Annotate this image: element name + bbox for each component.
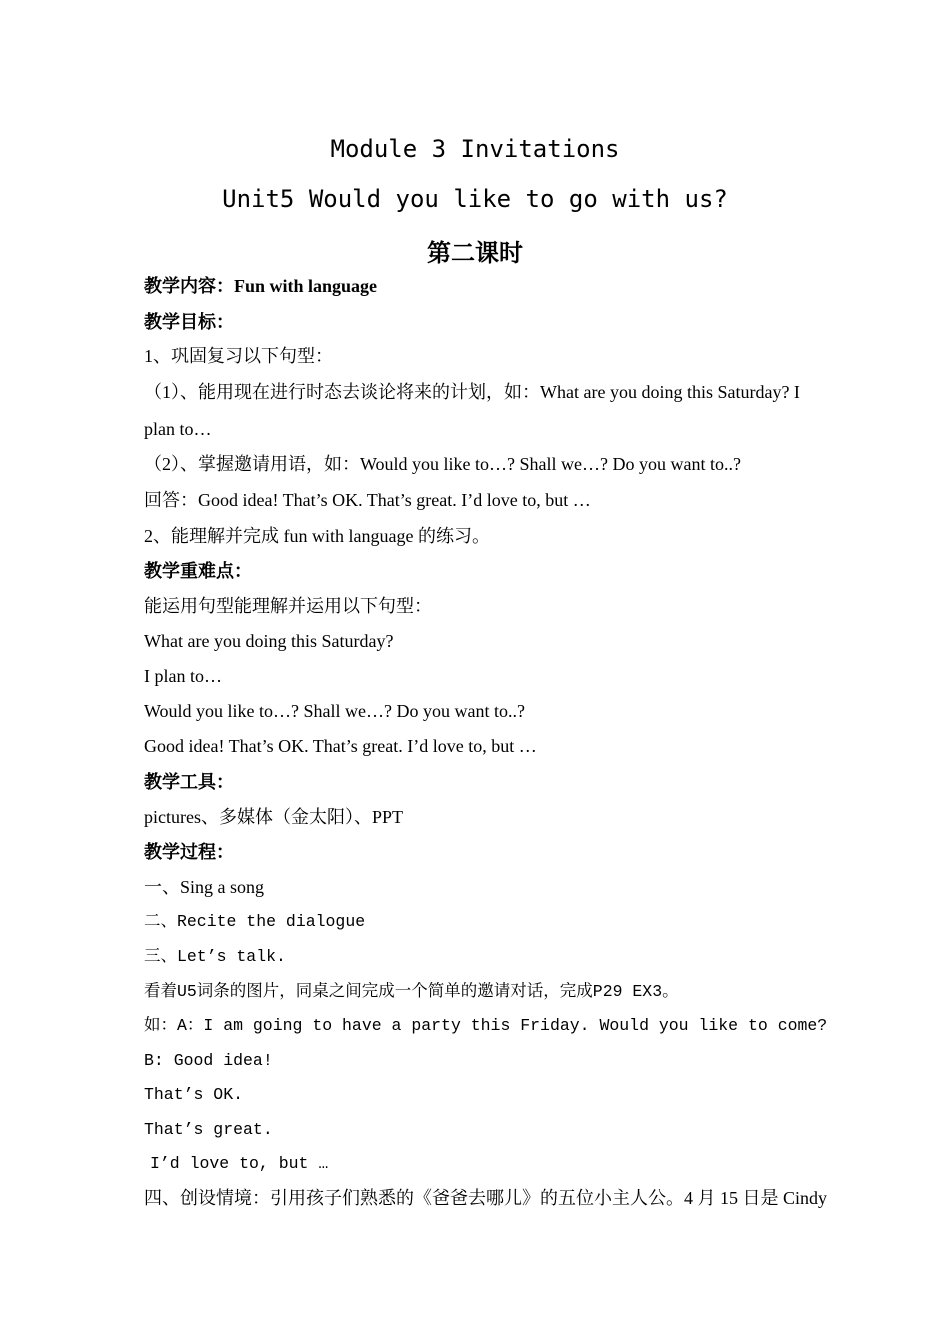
step-2: 二、Recite the dialogue [144, 912, 366, 931]
dialogue-reply-1: That’s OK. [144, 1085, 244, 1104]
step-3: 三、Let’s talk. [144, 947, 286, 966]
dialogue-a: 如：A：I am going to have a party this Friday. Would you like to come? [144, 1016, 828, 1035]
key-sentence-3: Would you like to…? Shall we…? Do you want to..? [144, 701, 525, 721]
key-sentence-4: Good idea! That’s OK. That’s great. I’d love to, but … [144, 736, 537, 756]
dialogue-reply-2: That’s great. [144, 1120, 273, 1139]
key-sentence-1: What are you doing this Saturday? [144, 631, 394, 651]
dialogue-reply-3: I’d love to, but … [150, 1154, 329, 1173]
module-title: Module 3 Invitations [330, 135, 620, 163]
key-sentence-2: I plan to… [144, 666, 222, 686]
objective-1-1: （1）、能用现在进行时态去谈论将来的计划，如：What are you doing this Saturday? I [144, 382, 800, 402]
content-heading: 教学内容：Fun with language [144, 276, 378, 296]
objective-2: 2、能理解并完成 fun with language 的练习。 [144, 526, 490, 546]
process-heading: 教学过程： [144, 842, 234, 862]
objective-1: 1、巩固复习以下句型： [144, 346, 333, 366]
dialogue-b: B: Good idea! [144, 1051, 273, 1070]
objective-answers: 回答：Good idea! That’s OK. That’s great. I’d love to, but … [144, 490, 591, 510]
tools-list: pictures、多媒体（金太阳）、PPT [144, 807, 403, 827]
step-1: 一、Sing a song [144, 877, 265, 897]
unit-title: Unit5 Would you like to go with us? [222, 185, 728, 213]
step-3-instruction: 看着U5词条的图片，同桌之间完成一个简单的邀请对话，完成P29 EX3。 [144, 982, 679, 1001]
objective-1-2: （2）、掌握邀请用语，如：Would you like to…? Shall we…? Do you want to..? [144, 454, 741, 474]
objectives-heading: 教学目标： [144, 312, 234, 332]
lesson-title: 第二课时 [427, 239, 523, 267]
key-points-heading: 教学重难点： [144, 561, 252, 581]
objective-1-1-cont: plan to… [144, 419, 212, 439]
step-4: 四、创设情境：引用孩子们熟悉的《爸爸去哪儿》的五位小主人公。4 月 15 日是 Cindy [144, 1188, 828, 1208]
key-points-intro: 能运用句型能理解并运用以下句型： [144, 596, 432, 616]
tools-heading: 教学工具： [144, 772, 234, 792]
